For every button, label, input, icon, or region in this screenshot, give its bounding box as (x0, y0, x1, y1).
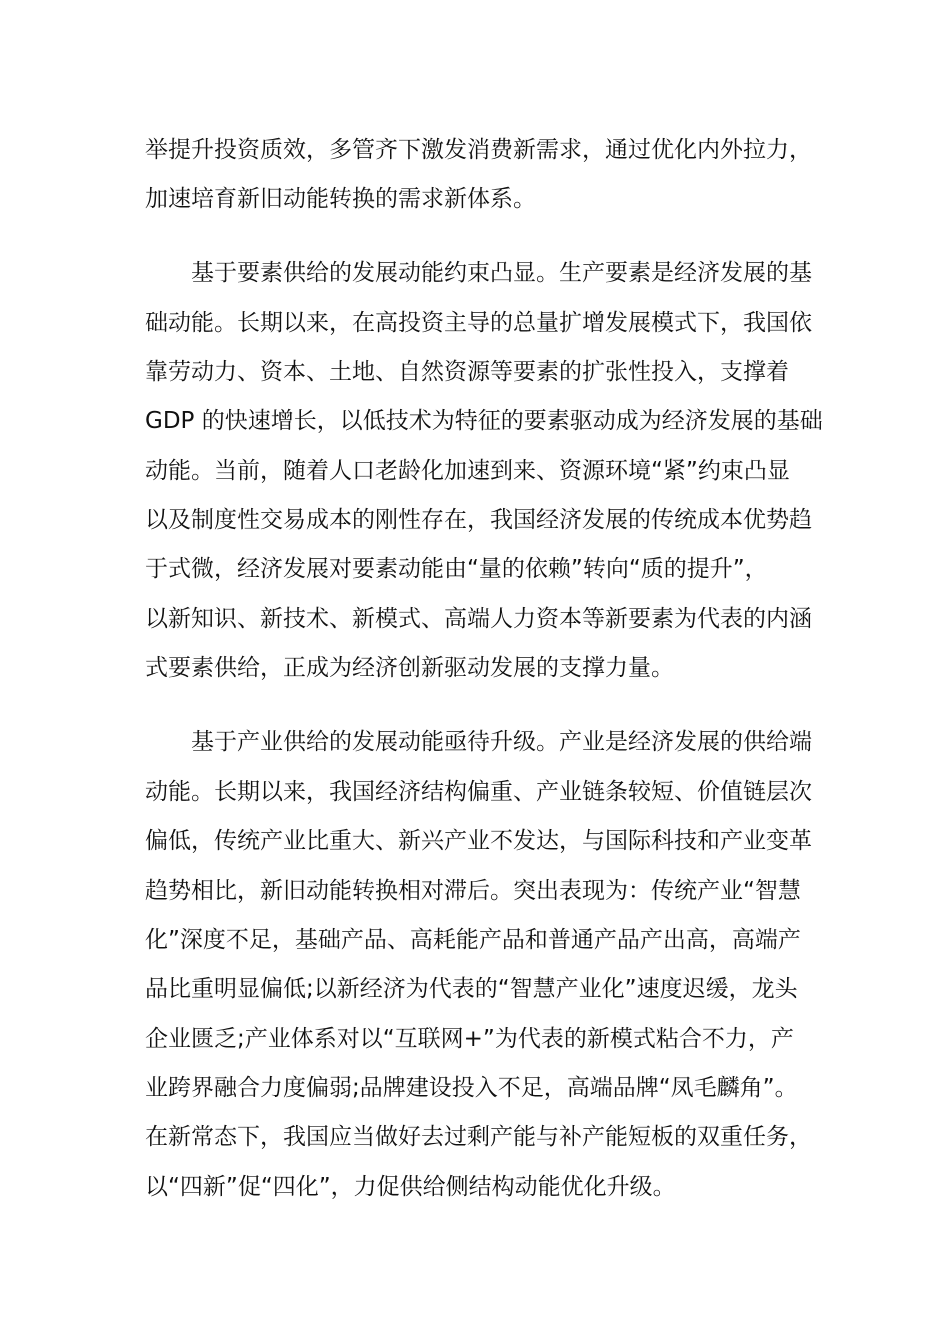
paragraph-3-line-5: 化”深度不足，基础产品、高耗能产品和普通产品产出高，高端产 (145, 927, 801, 953)
paragraph-3-line-4: 趋势相比，新旧动能转换相对滞后。突出表现为：传统产业“智慧 (145, 878, 801, 904)
paragraph-3-line-8: 业跨界融合力度偏弱;品牌建设投入不足，高端品牌“凤毛麟角”。 (145, 1075, 798, 1101)
paragraph-2-line-5: 动能。当前，随着人口老龄化加速到来、资源环境“紧”约束凸显 (145, 458, 790, 484)
paragraph-3-line-10: 以“四新”促“四化”，力促供给侧结构动能优化升级。 (145, 1174, 676, 1200)
paragraph-2-line-7: 于式微，经济发展对要素动能由“量的依赖”转向“质的提升”， (145, 556, 768, 582)
paragraph-2-line-2: 础动能。长期以来，在高投资主导的总量扩增发展模式下，我国依 (145, 310, 812, 336)
paragraph-1-line-1: 举提升投资质效，多管齐下激发消费新需求，通过优化内外拉力， (145, 137, 812, 163)
paragraph-2-line-1: 基于要素供给的发展动能约束凸显。生产要素是经济发展的基 (191, 260, 812, 286)
paragraph-3-line-2: 动能。长期以来，我国经济结构偏重、产业链条较短、价值链层次 (145, 779, 812, 805)
paragraph-3-line-3: 偏低，传统产业比重大、新兴产业不发达，与国际科技和产业变革 (145, 828, 812, 854)
paragraph-2-line-3: 靠劳动力、资本、土地、自然资源等要素的扩张性投入，支撑着 (145, 359, 789, 385)
paragraph-1-line-2: 加速培育新旧动能转换的需求新体系。 (145, 186, 536, 212)
paragraph-3-line-1: 基于产业供给的发展动能亟待升级。产业是经济发展的供给端 (191, 729, 812, 755)
paragraph-2-line-4: GDP 的快速增长，以低技术为特征的要素驱动成为经济发展的基础 (145, 408, 823, 434)
paragraph-2-line-9: 式要素供给，正成为经济创新驱动发展的支撑力量。 (145, 655, 674, 681)
paragraph-2-line-6: 以及制度性交易成本的刚性存在，我国经济发展的传统成本优势趋 (145, 507, 812, 533)
paragraph-3-line-7: 企业匮乏;产业体系对以“互联网+”为代表的新模式粘合不力，产 (145, 1026, 794, 1052)
paragraph-3-line-6: 品比重明显偏低;以新经济为代表的“智慧产业化”速度迟缓，龙头 (145, 976, 798, 1002)
paragraph-3-line-9: 在新常态下，我国应当做好去过剩产能与补产能短板的双重任务， (145, 1124, 812, 1150)
paragraph-2-line-8: 以新知识、新技术、新模式、高端人力资本等新要素为代表的内涵 (145, 606, 812, 632)
